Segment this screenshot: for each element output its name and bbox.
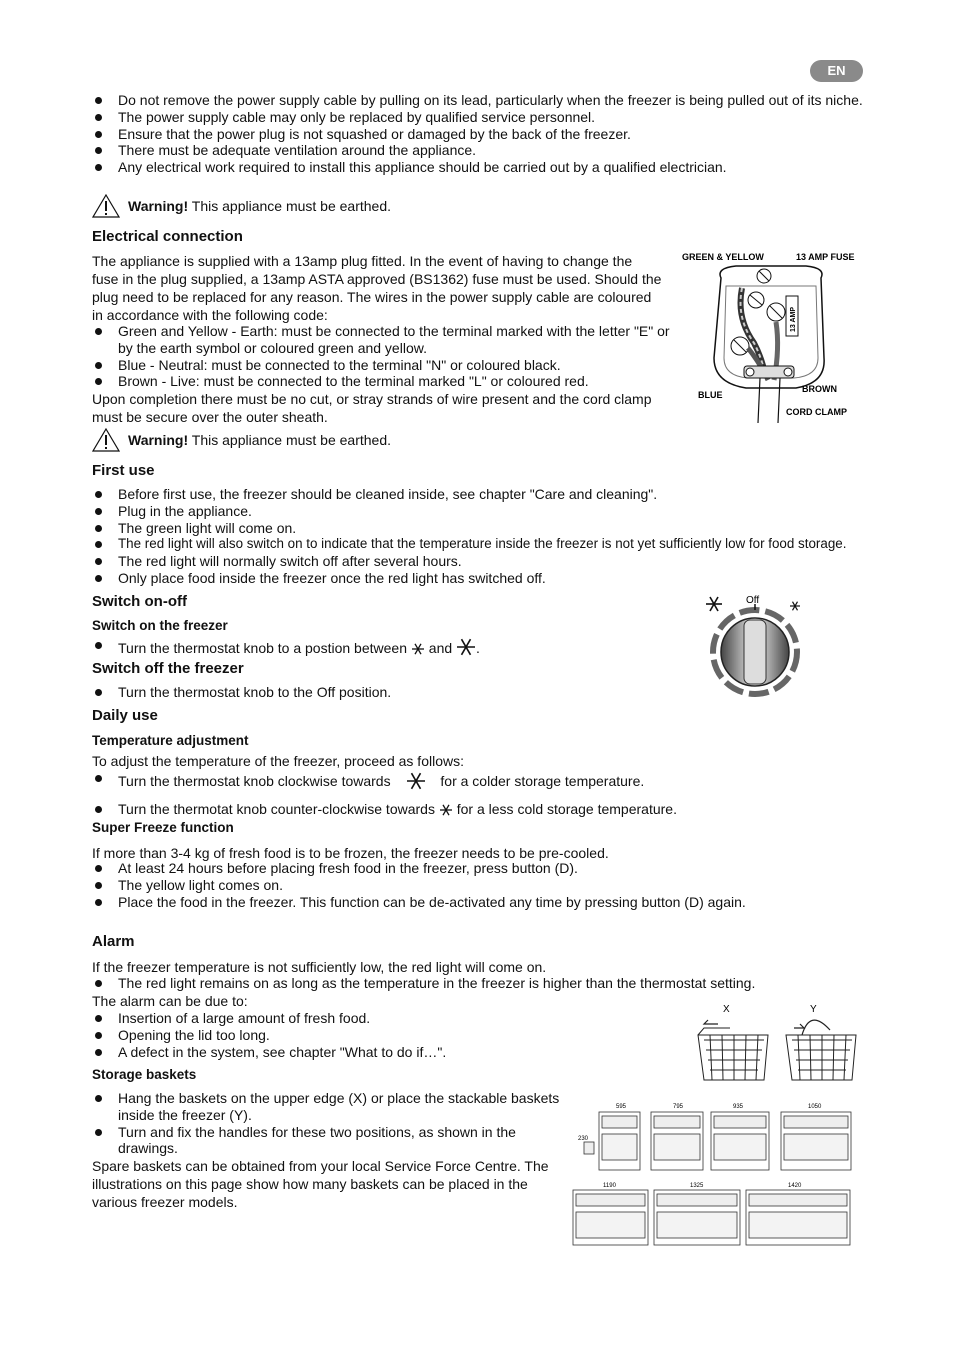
baskets-paragraph: Spare baskets can be obtained from your local Service Force Centre. The illustrations on this page show how many baskets can be placed in the various freezer models. xyxy=(92,1158,549,1210)
list-item: The yellow light comes on. xyxy=(92,877,872,894)
switch-off-list xyxy=(92,684,652,701)
language-badge: EN xyxy=(810,60,863,82)
snowflake-small-icon xyxy=(439,803,453,817)
electrical-after-paragraph: Upon completion there must be no cut, or stray strands of wire present and the cord clamp must be secure over the outer sheath. xyxy=(92,391,652,425)
alarm-heading: Alarm xyxy=(92,933,135,950)
list-item: Ensure that the power plug is not squashed or damaged by the back of the freezer. xyxy=(92,126,867,143)
list-item: There must be adequate ventilation around the appliance. xyxy=(92,142,867,159)
list-item: The red light will normally switch off after several hours. xyxy=(92,553,872,570)
alarm-intro: If the freezer temperature is not sufficiently low, the red light will come on. xyxy=(92,959,547,975)
switch-on-text-c: . xyxy=(476,640,480,656)
list-item: Any electrical work required to install this appliance should be carried out by a qualified electrician. xyxy=(92,159,867,176)
warning-label: Warning! xyxy=(128,432,189,448)
label-green-yellow: GREEN & YELLOW xyxy=(682,252,764,262)
intro-bullet-list xyxy=(92,92,867,176)
temperature-adjustment-subheading: Temperature adjustment xyxy=(92,733,249,748)
label-13amp-fuse: 13 AMP FUSE xyxy=(796,252,855,262)
first-use-heading: First use xyxy=(92,462,155,479)
list-item: Insertion of a large amount of fresh food. xyxy=(92,1010,592,1027)
knob-off-label: Off xyxy=(746,595,760,606)
dim-label: 1050 xyxy=(808,1104,822,1110)
dim-label: 230 xyxy=(578,1136,589,1142)
label-y: Y xyxy=(810,1004,817,1015)
label-13amp-side: 13 AMP xyxy=(790,306,797,332)
warning-label: Warning! xyxy=(128,198,189,214)
super-freeze-subheading: Super Freeze function xyxy=(92,820,234,835)
list-item: Plug in the appliance. xyxy=(92,503,872,520)
list-item: Turn and fix the handles for these two positions, as shown in the drawings. xyxy=(92,1124,562,1158)
switch-on-text-b: and xyxy=(428,640,453,656)
super-freeze-intro: If more than 3-4 kg of fresh food is to be frozen, the freezer needs to be pre-cooled. xyxy=(92,845,609,861)
list-item: The red light remains on as long as the temperature in the freezer is higher than the thermostat setting. xyxy=(92,975,872,992)
warning-earthed-1 xyxy=(92,194,391,218)
snowflake-large-icon xyxy=(706,597,722,611)
daily-use-heading: Daily use xyxy=(92,707,158,724)
switch-on-list xyxy=(92,637,652,657)
dim-label: 1420 xyxy=(788,1183,802,1189)
list-item: Only place food inside the freezer once the red light has switched off. xyxy=(92,570,872,587)
list-item: Green and Yellow - Earth: must be connected to the terminal marked with the letter "E" or by the earth symbol or coloured green and yellow. xyxy=(92,323,682,357)
label-blue: BLUE xyxy=(698,390,723,400)
list-item xyxy=(92,770,792,792)
label-x: X xyxy=(723,1004,730,1015)
warning-text: This appliance must be earthed. xyxy=(188,432,392,448)
thermostat-knob-diagram xyxy=(700,590,810,700)
snowflake-small-icon xyxy=(790,602,800,611)
temp-b1-text-a: Turn the thermostat knob clockwise towards xyxy=(118,773,391,789)
dim-label: 795 xyxy=(673,1104,684,1110)
basket-positions-diagram xyxy=(690,1000,865,1092)
warning-text: This appliance must be earthed. xyxy=(188,198,392,214)
super-freeze-list xyxy=(92,860,872,910)
list-item: Brown - Live: must be connected to the terminal marked "L" or coloured red. xyxy=(92,373,682,390)
alarm-causes-list xyxy=(92,1010,592,1060)
list-item xyxy=(92,801,792,818)
list-item: Turn the thermostat knob to the Off position. xyxy=(92,684,652,701)
label-brown: BROWN xyxy=(802,384,837,394)
electrical-paragraph: The appliance is supplied with a 13amp plug fitted. In the event of having to change the fuse in the plug supplied, a 13amp ASTA approved (BS1362) fuse must be used. Should the plug need to be replaced for any reason. The wires in the power supply cable are coloured in accordance with the following code: xyxy=(92,253,662,323)
switch-off-heading: Switch off the freezer xyxy=(92,660,244,677)
alarm-list-1 xyxy=(92,975,872,992)
list-item: The power supply cable may only be replaced by qualified service personnel. xyxy=(92,109,867,126)
first-use-list xyxy=(92,486,872,587)
wire-code-list xyxy=(92,323,682,390)
list-item: The green light will come on. xyxy=(92,520,872,537)
snowflake-small-icon xyxy=(411,642,425,656)
list-item: Blue - Neutral: must be connected to the terminal "N" or coloured black. xyxy=(92,357,682,374)
temp-b2-text-b: for a less cold storage temperature. xyxy=(456,801,677,817)
list-item: At least 24 hours before placing fresh food in the freezer, press button (D). xyxy=(92,860,872,877)
snowflake-large-icon xyxy=(456,637,476,657)
switch-on-off-heading: Switch on-off xyxy=(92,593,187,610)
warning-triangle-icon xyxy=(92,428,120,452)
dim-label: 1325 xyxy=(690,1183,704,1189)
list-item: A defect in the system, see chapter "What to do if…". xyxy=(92,1044,592,1061)
list-item: Place the food in the freezer. This function can be de-activated any time by pressing button (D) again. xyxy=(92,894,872,911)
list-item: Before first use, the freezer should be cleaned inside, see chapter "Care and cleaning". xyxy=(92,486,872,503)
baskets-list xyxy=(92,1090,562,1157)
temp-b2-text-a: Turn the thermotat knob counter-clockwise towards xyxy=(118,801,435,817)
switch-on-text-a: Turn the thermostat knob to a postion between xyxy=(118,640,407,656)
dim-label: 1190 xyxy=(603,1183,616,1189)
electrical-connection-heading: Electrical connection xyxy=(92,228,243,245)
list-item: Do not remove the power supply cable by pulling on its lead, particularly when the freezer is being pulled out of its niche. xyxy=(92,92,867,109)
dim-label: 595 xyxy=(616,1104,627,1110)
alarm-due: The alarm can be due to: xyxy=(92,993,248,1009)
freezer-models-diagram xyxy=(568,1100,858,1252)
warning-earthed-2 xyxy=(92,428,391,452)
dim-label: 935 xyxy=(733,1104,744,1110)
list-item xyxy=(92,637,652,657)
temperature-list xyxy=(92,770,792,818)
list-item: Opening the lid too long. xyxy=(92,1027,592,1044)
temp-b1-text-b: for a colder storage temperature. xyxy=(440,773,645,789)
switch-on-subheading: Switch on the freezer xyxy=(92,618,228,633)
snowflake-large-icon xyxy=(405,770,427,792)
list-item: Hang the baskets on the upper edge (X) or place the stackable baskets inside the freezer (Y). xyxy=(92,1090,562,1124)
list-item: The red light will also switch on to indicate that the temperature inside the freezer is not yet sufficiently low for food storage. xyxy=(92,536,872,553)
label-cord-clamp: CORD CLAMP xyxy=(786,407,847,417)
warning-triangle-icon xyxy=(92,194,120,218)
storage-baskets-subheading: Storage baskets xyxy=(92,1067,197,1082)
plug-wiring-diagram xyxy=(676,248,866,428)
temperature-intro: To adjust the temperature of the freezer, proceed as follows: xyxy=(92,753,464,769)
